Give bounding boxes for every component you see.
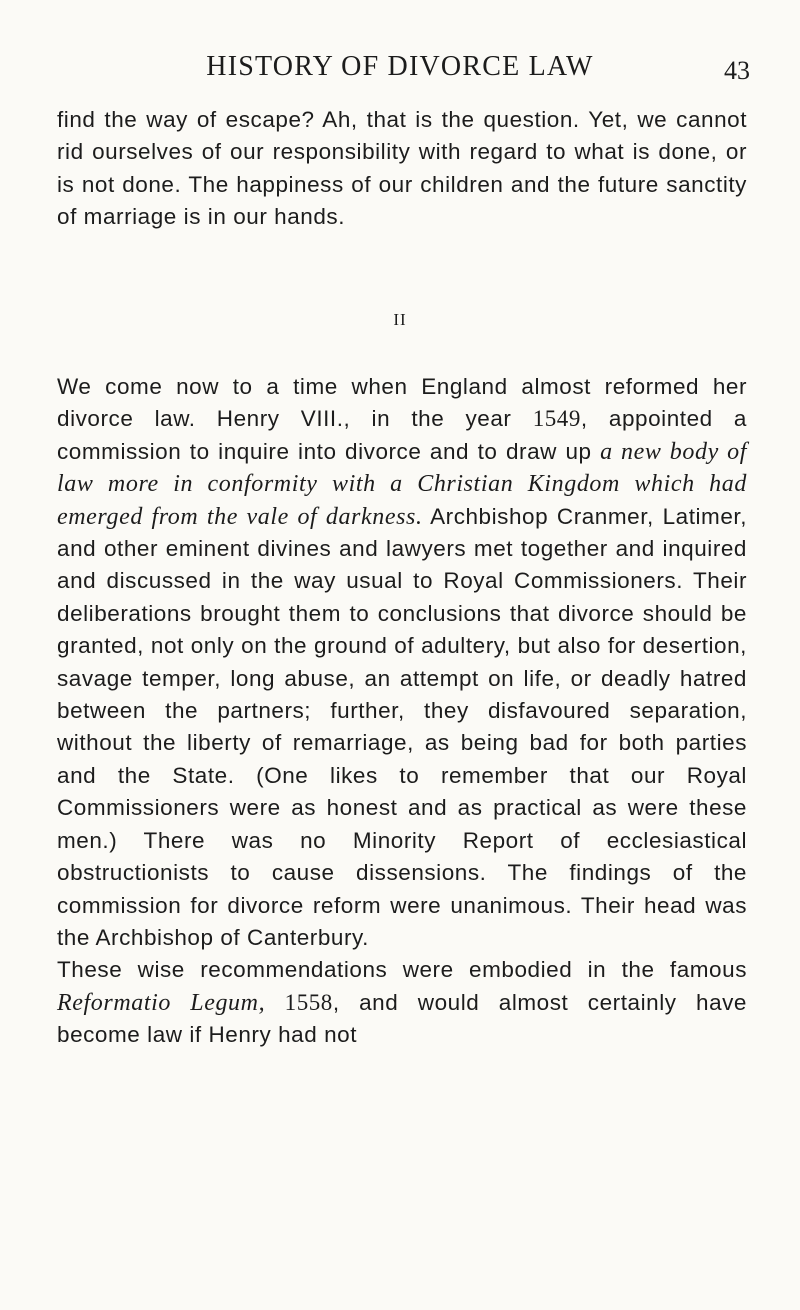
- italic-title: Reformatio Legum,: [57, 989, 266, 1016]
- paragraph-text: We come now to a time when England almost reformed her divorce law. Henry VIII., in the year: [57, 374, 747, 432]
- paragraph-text: , and would almost certainly have become law if Henry had not: [57, 989, 747, 1048]
- paragraph-commission: [57, 371, 747, 954]
- year-figure: 1549: [532, 406, 581, 432]
- paragraph-text: [265, 990, 284, 1015]
- opening-text-block: [57, 104, 747, 234]
- page-header: [50, 50, 750, 90]
- page-number: 43: [724, 56, 750, 85]
- paragraph-text: , appointed a commission to inquire into divorce and to draw up: [57, 406, 747, 464]
- running-title: HISTORY OF DIVORCE LAW: [206, 51, 594, 82]
- paragraph-text: Archbishop Cranmer, Latimer, and other eminent divines and lawyers met together and inquired and discussed in the way usual to Royal Commissioners. Their deliberations brought them to conclusions that divorce should be granted, not only on the ground of adultery, but also for desertion, savage temper, long abuse, an attempt on life, or deadly hatred between the partners; further, they disfavoured separation, without the liberty of remarriage, as being bad for both parties and the State. (One likes to remember that our Royal Commissioners were as honest and as practical as were these men.) There was no Minority Report of ecclesiastical obstructionists to cause dissensions. The findings of the commission for divorce reform were unanimous. Their head was the Archbishop of Canterbury.: [57, 503, 748, 950]
- paragraph-text: These wise recommendations were embodied in the famous: [57, 957, 747, 983]
- year-figure: 1558: [284, 989, 333, 1015]
- section-number: II: [393, 310, 407, 329]
- italic-quotation: a new body of law more in conformity with a Christian Kingdom which had emerged from the vale of darkness.: [57, 438, 747, 530]
- paragraph-recommendations: [57, 954, 747, 1051]
- paragraph-continuation: find the way of escape? Ah, that is the question. Yet, we cannot rid ourselves of our responsibility with regard to what is done, or is not done. The happiness of our children and the future sanctity of marriage is in our hands.: [57, 107, 747, 230]
- section-text-block: [57, 371, 747, 1052]
